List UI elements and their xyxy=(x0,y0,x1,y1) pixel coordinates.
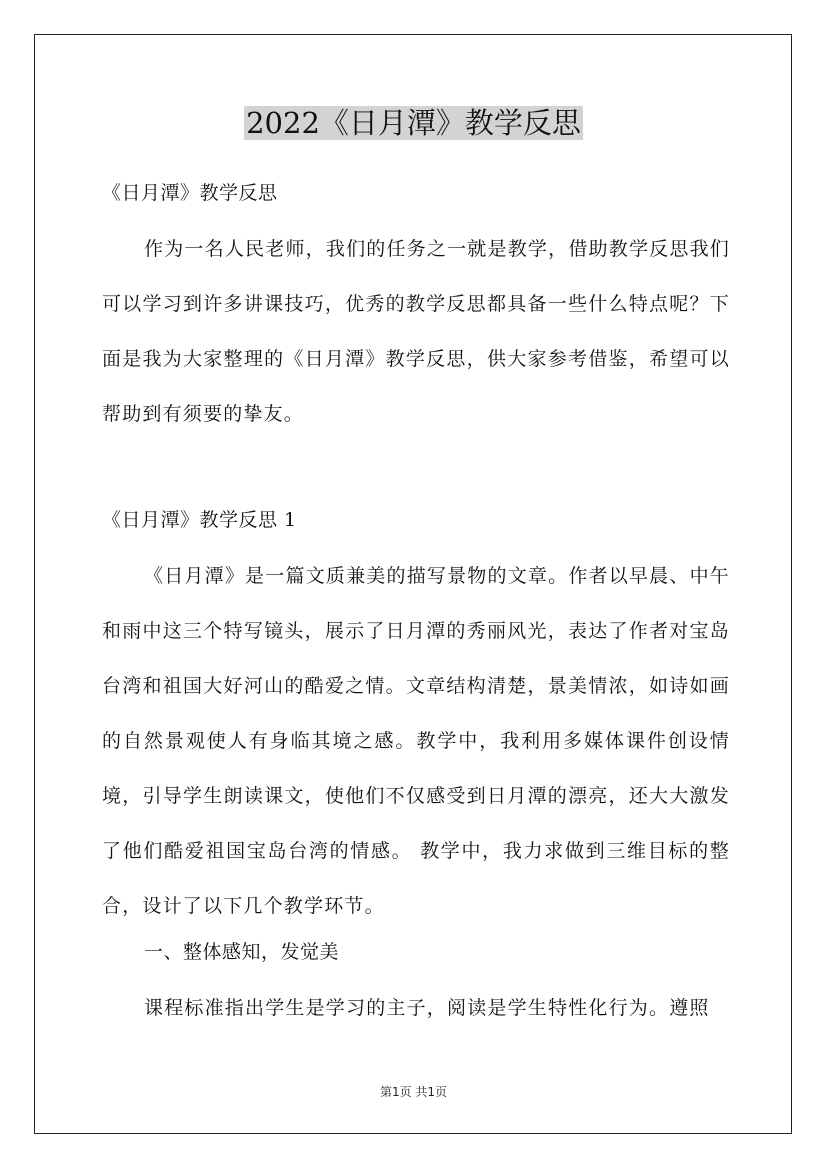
subheading-perceive-beauty: 一、整体感知，发觉美 xyxy=(144,941,340,963)
intro-heading: 《日月潭》教学反思 xyxy=(102,182,278,204)
document-title xyxy=(0,103,827,143)
section-heading-1: 《日月潭》教学反思 1 xyxy=(102,509,297,531)
section-paragraph-2: 课程标准指出学生是学习的主子，阅读是学生特性化行为。遵照 xyxy=(144,997,710,1019)
document-title-text: 2022《日月潭》教学反思 xyxy=(246,106,581,140)
section-paragraph-1: 《日月潭》是一篇文质兼美的描写景物的文章。作者以早晨、中午和雨中这三个特写镜头，展示了日月潭的秀丽风光，表达了作者对宝岛台湾和祖国大好河山的酷爱之情。文章结构清楚，景美情浓，如诗如画的自然景观使人有身临其境之感。教学中，我利用多媒体课件创设情境，引导学生朗读课文，使他们不仅感受到日月潭的漂亮，还大大激发了他们酷爱祖国宝岛台湾的情感。 教学中，我力求做到三维目标的整合，设计了以下几个教学环节。 xyxy=(102,565,730,917)
intro-paragraph: 作为一名人民老师，我们的任务之一就是教学，借助教学反思我们可以学习到许多讲课技巧，优秀的教学反思都具备一些什么特点呢？下面是我为大家整理的《日月潭》教学反思，供大家参考借鉴，希望可以帮助到有须要的挚友。 xyxy=(102,238,730,425)
page-number-footer: 第1页 共1页 xyxy=(379,1085,448,1099)
